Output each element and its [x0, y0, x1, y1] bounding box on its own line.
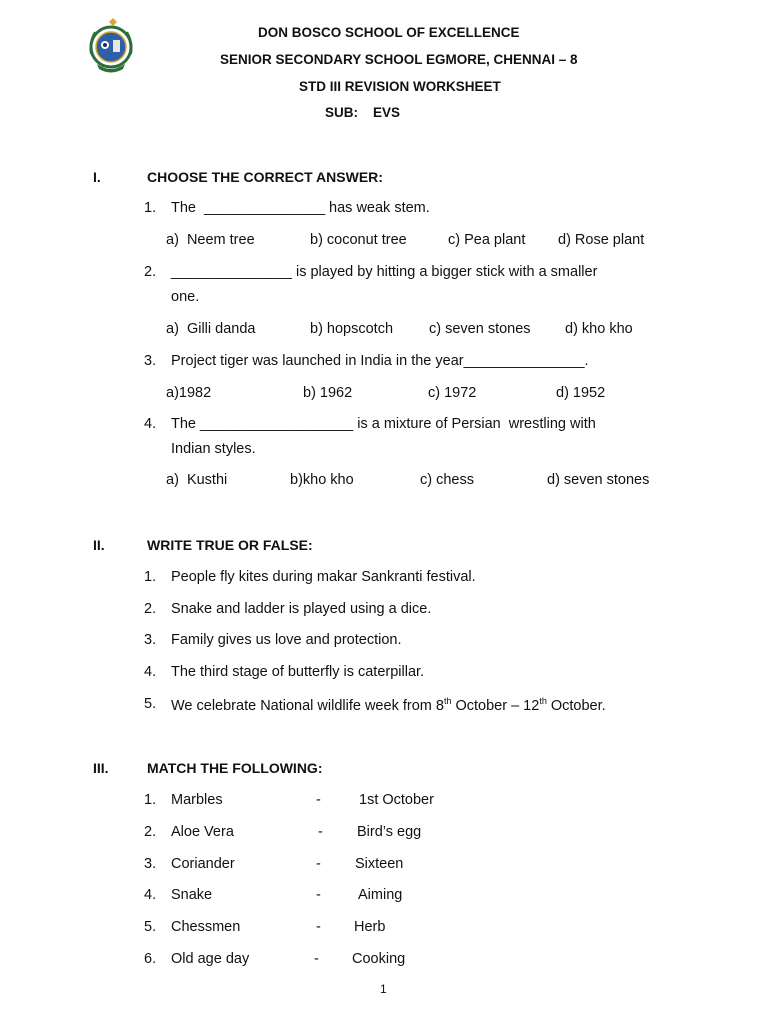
option-b: b) coconut tree	[310, 232, 407, 248]
option-c: c) seven stones	[429, 321, 531, 337]
question-number: 2.	[144, 264, 157, 280]
match-left-item: Snake	[171, 887, 213, 903]
match-right-item: Sixteen	[355, 856, 404, 872]
list-item-number: 2.	[144, 601, 157, 617]
match-right-item: Cooking	[352, 951, 406, 967]
match-dash: -	[316, 856, 321, 872]
option-d: d) 1952	[556, 385, 606, 401]
option-d: d) seven stones	[547, 472, 650, 488]
option-c: c) Pea plant	[448, 232, 526, 248]
match-left-item: Marbles	[171, 792, 223, 808]
school-address: SENIOR SECONDARY SCHOOL EGMORE, CHENNAI – 8	[220, 52, 578, 67]
list-item-number: 3.	[144, 856, 157, 872]
list-item-number: 4.	[144, 887, 157, 903]
question-text-continued: one.	[171, 289, 200, 305]
match-dash: -	[318, 824, 323, 840]
option-a: a) Neem tree	[166, 232, 255, 248]
option-d: d) Rose plant	[558, 232, 645, 248]
option-a: a)1982	[166, 385, 212, 401]
list-item-number: 2.	[144, 824, 157, 840]
list-item-number: 5.	[144, 919, 157, 935]
subject-label: SUB: EVS	[325, 105, 401, 120]
section-3-title: MATCH THE FOLLOWING:	[147, 760, 323, 776]
match-right-item: Bird’s egg	[357, 824, 422, 840]
question-text: _______________ is played by hitting a bigger stick with a smaller	[171, 264, 598, 280]
section-2-number: II.	[93, 537, 105, 553]
list-item-number: 1.	[144, 792, 157, 808]
list-item-number: 3.	[144, 632, 157, 648]
match-dash: -	[314, 951, 319, 967]
question-text: The _______________ has weak stem.	[171, 200, 430, 216]
worksheet-title: STD III REVISION WORKSHEET	[299, 79, 501, 94]
question-number: 4.	[144, 416, 157, 432]
question-text: The ___________________ is a mixture of Persian wrestling with	[171, 416, 596, 432]
match-left-item: Chessmen	[171, 919, 241, 935]
option-c: c) 1972	[428, 385, 477, 401]
match-dash: -	[316, 887, 321, 903]
section-2-title: WRITE TRUE OR FALSE:	[147, 537, 313, 553]
school-logo	[83, 14, 139, 76]
option-d: d) kho kho	[565, 321, 633, 337]
true-false-statement: People fly kites during makar Sankranti festival.	[171, 569, 476, 585]
match-right-item: Herb	[354, 919, 386, 935]
true-false-statement: Snake and ladder is played using a dice.	[171, 601, 432, 617]
list-item-number: 6.	[144, 951, 157, 967]
list-item-number: 4.	[144, 664, 157, 680]
list-item-number: 5.	[144, 696, 157, 712]
section-3-number: III.	[93, 760, 109, 776]
page-number: 1	[380, 982, 387, 996]
option-a: a) Gilli danda	[166, 321, 256, 337]
section-1-title: CHOOSE THE CORRECT ANSWER:	[147, 169, 383, 185]
match-dash: -	[316, 792, 321, 808]
match-right-item: 1st October	[359, 792, 434, 808]
question-number: 3.	[144, 353, 157, 369]
match-left-item: Aloe Vera	[171, 824, 234, 840]
match-right-item: Aiming	[358, 887, 403, 903]
option-a: a) Kusthi	[166, 472, 228, 488]
option-b: b) hopscotch	[310, 321, 394, 337]
school-name: DON BOSCO SCHOOL OF EXCELLENCE	[258, 25, 520, 40]
question-text-continued: Indian styles.	[171, 441, 256, 457]
match-left-item: Coriander	[171, 856, 235, 872]
match-left-item: Old age day	[171, 951, 250, 967]
question-text: Project tiger was launched in India in the year_______________.	[171, 353, 589, 369]
option-b: b) 1962	[303, 385, 353, 401]
true-false-statement: The third stage of butterfly is caterpillar.	[171, 664, 425, 680]
match-dash: -	[316, 919, 321, 935]
question-number: 1.	[144, 200, 157, 216]
list-item-number: 1.	[144, 569, 157, 585]
section-1-number: I.	[93, 169, 101, 185]
option-b: b)kho kho	[290, 472, 354, 488]
true-false-statement: We celebrate National wildlife week from 8th October – 12th October.	[171, 696, 606, 714]
true-false-statement: Family gives us love and protection.	[171, 632, 402, 648]
option-c: c) chess	[420, 472, 474, 488]
